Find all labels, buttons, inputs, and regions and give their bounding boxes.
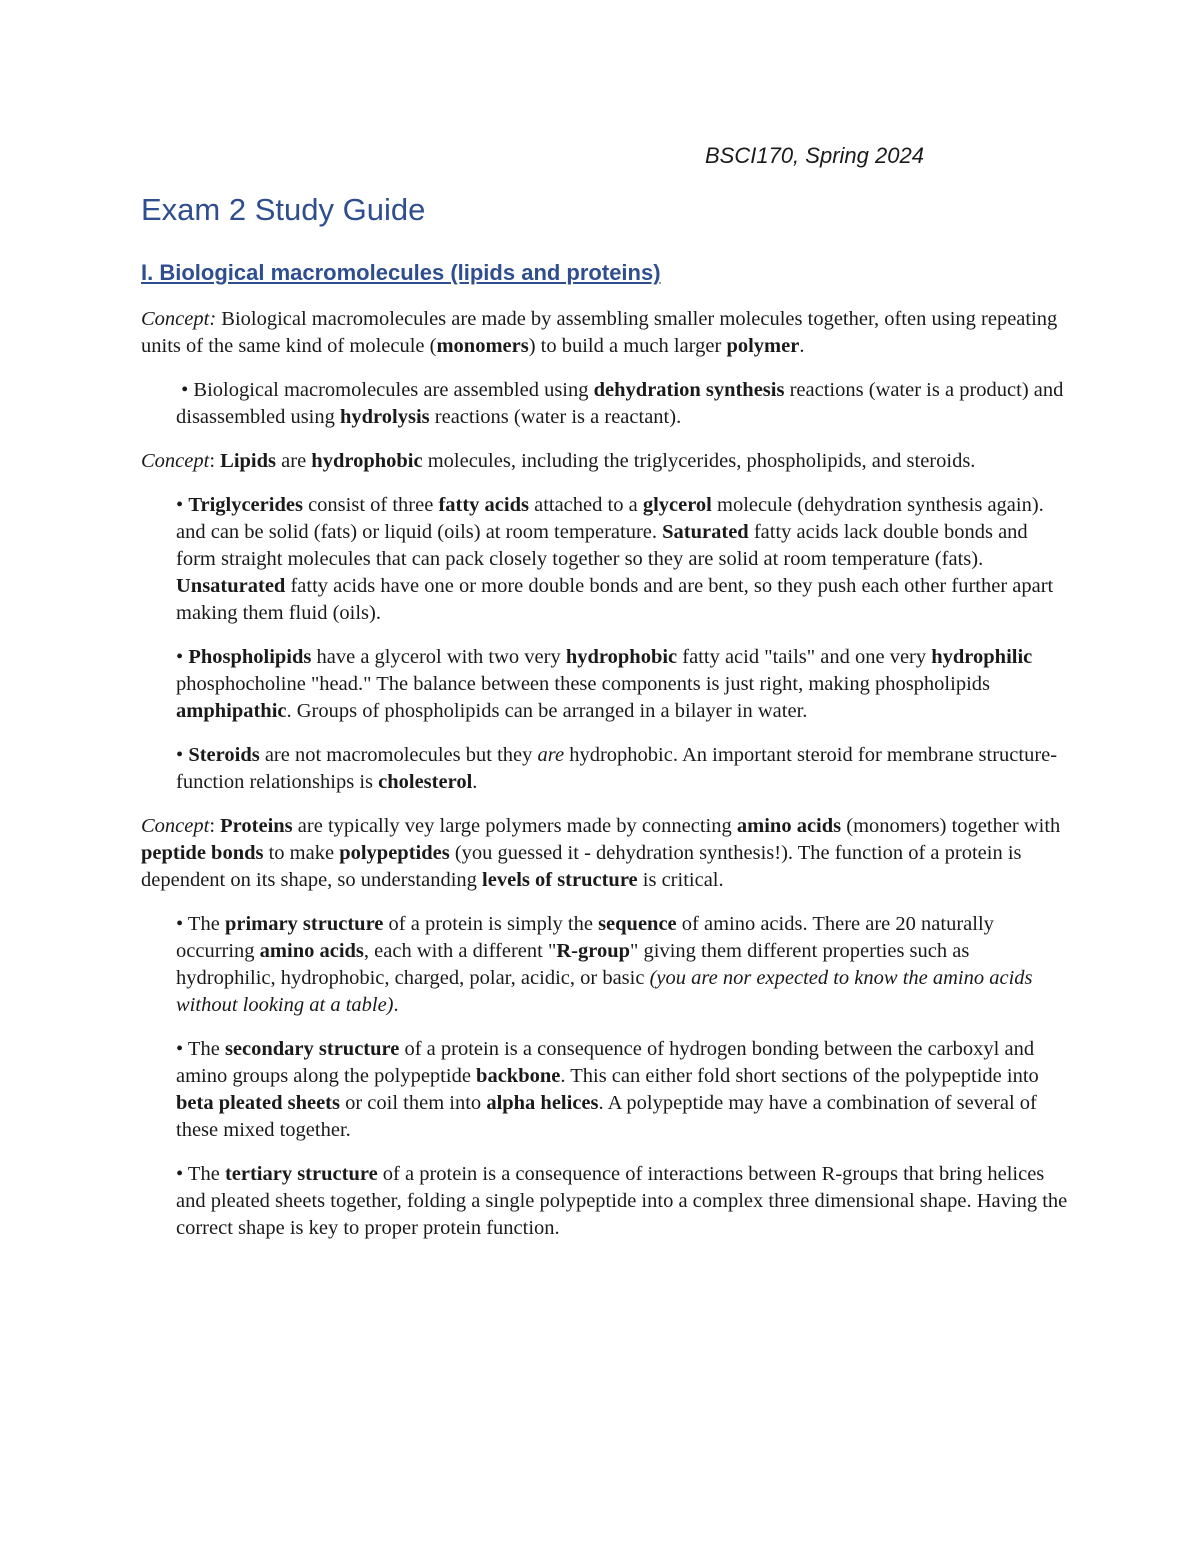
bullet-tertiary-structure: • The tertiary structure of a protein is a consequence of interactions between R-groups that bring helices and pleated sheets together, folding a single polypeptide into a complex three dimensional shape. Having the correct shape is key to proper protein function. — [176, 1163, 1068, 1239]
bullet-secondary-structure: • The secondary structure of a protein is a consequence of hydrogen bonding between the carboxyl and amino groups along the polypeptide backbone. This can either fold short sections of the polypeptide into beta pleated sheets or coil them into alpha helices. A polypeptide may have a combination of several of these mixed together. — [176, 1038, 1039, 1141]
course-label: BSCI170, Spring 2024 — [705, 143, 924, 168]
concept-paragraph-macromolecules: Concept: Biological macromolecules are made by assembling smaller molecules together, often using repeating units of the same kind of molecule (monomers) to build a much larger polymer. — [141, 308, 1058, 357]
concept-paragraph-lipids: Concept: Lipids are hydrophobic molecules, including the triglycerides, phospholipids, and steroids. — [141, 450, 976, 472]
concept-paragraph-proteins: Concept: Proteins are typically vey large polymers made by connecting amino acids (monomers) together with peptide bonds to make polypeptides (you guessed it - dehydration synthesis!). The function of a protein is dependent on its shape, so understanding levels of structure is critical. — [141, 815, 1061, 891]
bullet-dehydration-hydrolysis: • Biological macromolecules are assembled using dehydration synthesis reactions (water is a product) and disassembled using hydrolysis reactions (water is a reactant). — [176, 379, 1064, 428]
bullet-phospholipids: • Phospholipids have a glycerol with two very hydrophobic fatty acid "tails" and one very hydrophilic phosphocholine "head." The balance between these components is just right, making phospholipids amphipathic. Groups of phospholipids can be arranged in a bilayer in water. — [176, 646, 1033, 722]
section-heading: I. Biological macromolecules (lipids and proteins) — [141, 260, 661, 285]
bullet-steroids: • Steroids are not macromolecules but they are hydrophobic. An important steroid for membrane structure-function relationships is cholesterol. — [176, 744, 1058, 793]
bullet-triglycerides: • Triglycerides consist of three fatty acids attached to a glycerol molecule (dehydration synthesis again). and can be solid (fats) or liquid (oils) at room temperature. Saturated fatty acids lack double bonds and form straight molecules that can pack closely together so they are solid at room temperature (fats). Unsaturated fatty acids have one or more double bonds and are bent, so they push each other further apart making them fluid (oils). — [176, 494, 1054, 624]
document-body — [141, 306, 1071, 1259]
page-title: Exam 2 Study Guide — [141, 192, 426, 227]
bullet-primary-structure: • The primary structure of a protein is simply the sequence of amino acids. There are 20 naturally occurring amino acids, each with a different "R-group" giving them different properties such as hydrophilic, hydrophobic, charged, polar, acidic, or basic (you are nor expected to know the amino acids without looking at a table). — [176, 913, 1033, 1016]
